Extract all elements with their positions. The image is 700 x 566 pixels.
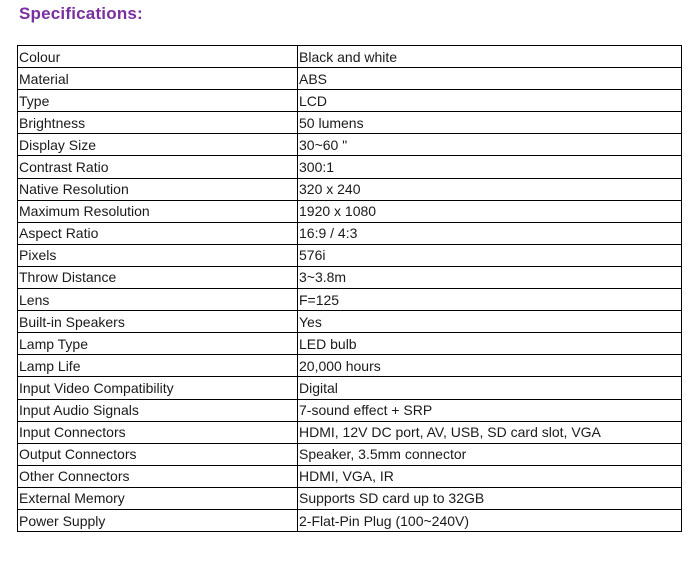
spec-label: Maximum Resolution <box>18 200 298 222</box>
spec-row <box>18 465 682 487</box>
spec-value: 30~60 " <box>298 134 682 156</box>
spec-row <box>18 421 682 443</box>
spec-row <box>18 333 682 355</box>
spec-value: 2-Flat-Pin Plug (100~240V) <box>298 509 682 531</box>
spec-value: 50 lumens <box>298 112 682 134</box>
spec-row <box>18 90 682 112</box>
spec-value: 300:1 <box>298 156 682 178</box>
spec-value: F=125 <box>298 289 682 311</box>
spec-value: HDMI, 12V DC port, AV, USB, SD card slot, VGA <box>298 421 682 443</box>
specifications-table <box>17 45 682 532</box>
spec-row <box>18 509 682 531</box>
spec-row <box>18 355 682 377</box>
spec-row <box>18 178 682 200</box>
spec-label: Colour <box>18 46 298 68</box>
spec-value: Yes <box>298 311 682 333</box>
spec-label: Lamp Type <box>18 333 298 355</box>
spec-label: Lens <box>18 289 298 311</box>
spec-row <box>18 311 682 333</box>
spec-value: Digital <box>298 377 682 399</box>
spec-row <box>18 68 682 90</box>
spec-row <box>18 266 682 288</box>
spec-label: Aspect Ratio <box>18 222 298 244</box>
spec-row <box>18 156 682 178</box>
spec-label: Lamp Life <box>18 355 298 377</box>
spec-label: Pixels <box>18 244 298 266</box>
spec-value: ABS <box>298 68 682 90</box>
spec-row <box>18 200 682 222</box>
spec-value: LED bulb <box>298 333 682 355</box>
spec-value: LCD <box>298 90 682 112</box>
spec-row <box>18 443 682 465</box>
spec-value: 1920 x 1080 <box>298 200 682 222</box>
specifications-table-body <box>18 46 682 532</box>
spec-value: HDMI, VGA, IR <box>298 465 682 487</box>
spec-label: Brightness <box>18 112 298 134</box>
spec-value: 576i <box>298 244 682 266</box>
spec-value: 16:9 / 4:3 <box>298 222 682 244</box>
spec-label: External Memory <box>18 487 298 509</box>
spec-value: Supports SD card up to 32GB <box>298 487 682 509</box>
spec-value: 20,000 hours <box>298 355 682 377</box>
spec-row <box>18 399 682 421</box>
spec-value: 7-sound effect + SRP <box>298 399 682 421</box>
spec-label: Input Connectors <box>18 421 298 443</box>
spec-label: Output Connectors <box>18 443 298 465</box>
spec-label: Power Supply <box>18 509 298 531</box>
spec-row <box>18 377 682 399</box>
spec-label: Native Resolution <box>18 178 298 200</box>
spec-row <box>18 112 682 134</box>
spec-label: Type <box>18 90 298 112</box>
spec-value: Black and white <box>298 46 682 68</box>
spec-row <box>18 289 682 311</box>
spec-value: 320 x 240 <box>298 178 682 200</box>
page-title: Specifications: <box>19 4 143 23</box>
spec-value: 3~3.8m <box>298 266 682 288</box>
spec-label: Other Connectors <box>18 465 298 487</box>
spec-row <box>18 46 682 68</box>
spec-row <box>18 134 682 156</box>
spec-row <box>18 222 682 244</box>
spec-row <box>18 487 682 509</box>
spec-label: Throw Distance <box>18 266 298 288</box>
spec-label: Material <box>18 68 298 90</box>
spec-label: Input Audio Signals <box>18 399 298 421</box>
spec-label: Input Video Compatibility <box>18 377 298 399</box>
spec-row <box>18 244 682 266</box>
spec-label: Contrast Ratio <box>18 156 298 178</box>
spec-value: Speaker, 3.5mm connector <box>298 443 682 465</box>
spec-label: Built-in Speakers <box>18 311 298 333</box>
spec-label: Display Size <box>18 134 298 156</box>
